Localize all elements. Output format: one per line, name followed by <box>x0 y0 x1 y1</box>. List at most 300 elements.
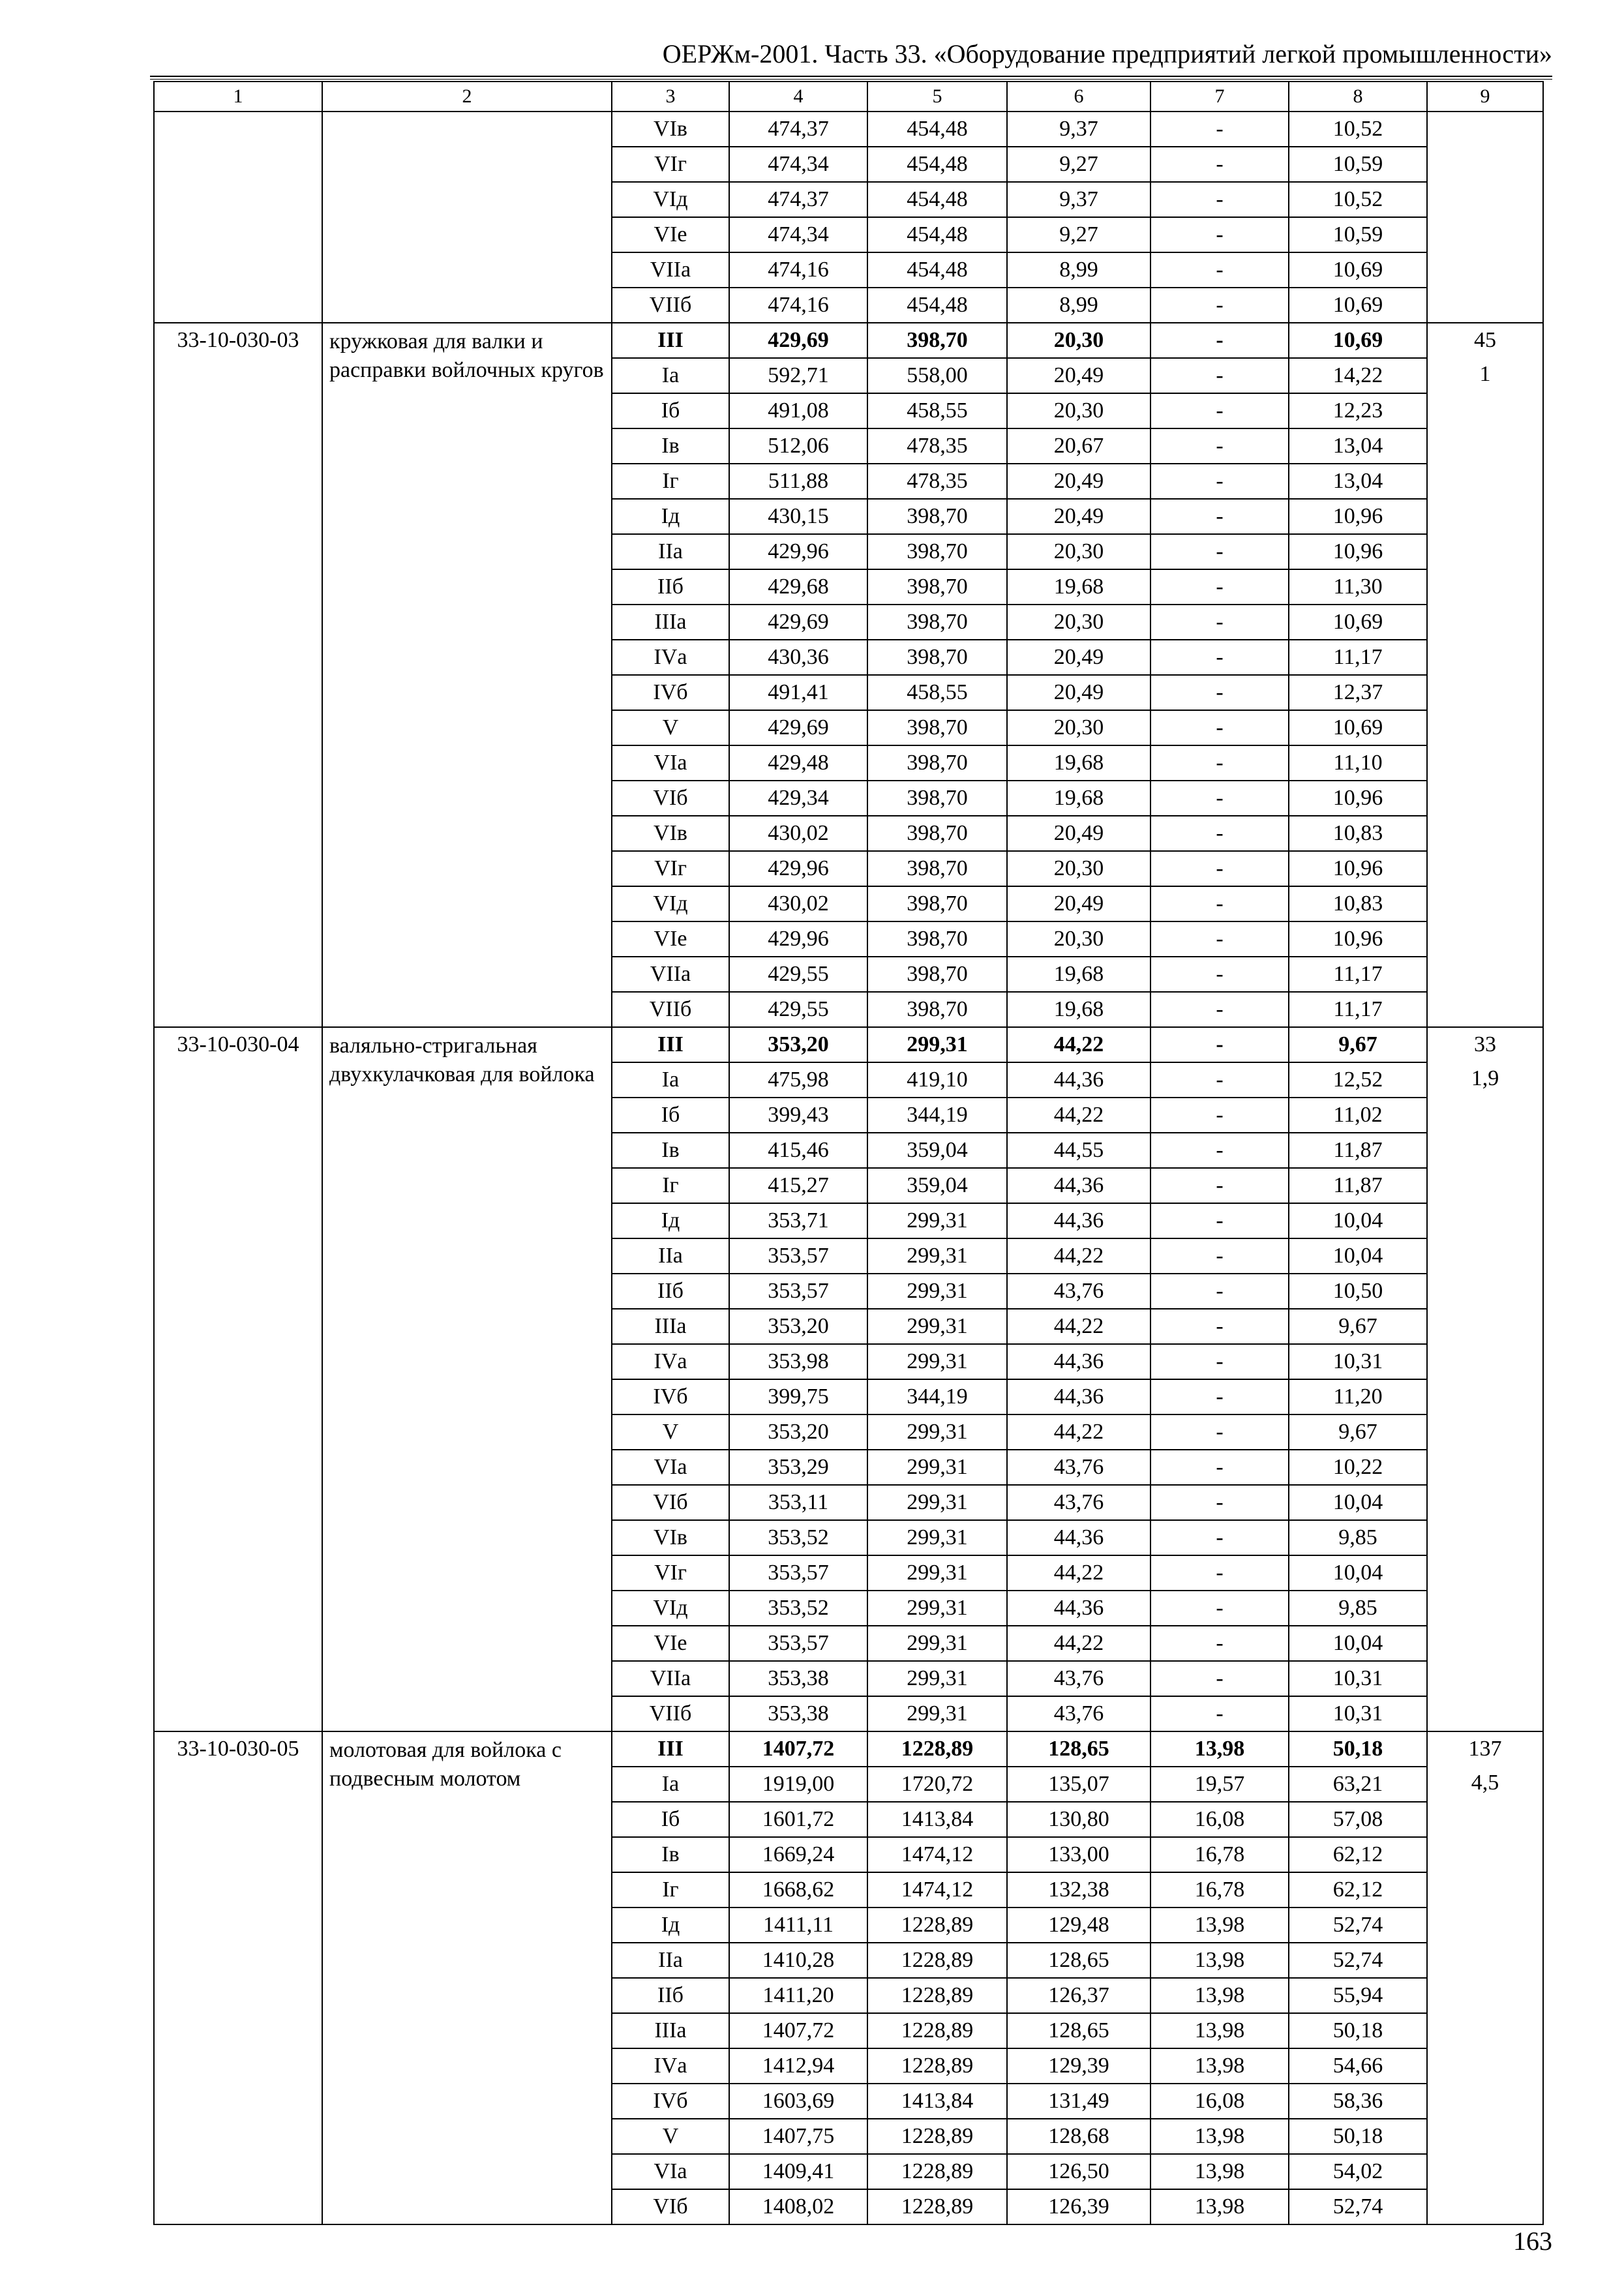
value-cell: 44,22 <box>1007 1555 1150 1591</box>
zone-cell: VIIб <box>612 1696 729 1731</box>
equipment-name <box>322 112 612 323</box>
value-cell: 1413,84 <box>867 2084 1007 2119</box>
value-cell: 52,74 <box>1289 2189 1427 2224</box>
value-cell: 50,18 <box>1289 1731 1427 1767</box>
zone-cell: VIб <box>612 1485 729 1520</box>
header-rule-thin <box>150 79 1552 80</box>
value-cell: 430,02 <box>729 886 867 921</box>
table-body <box>154 82 1543 2224</box>
value-cell: 13,98 <box>1150 1978 1289 2013</box>
value-cell: 430,36 <box>729 640 867 675</box>
value-cell: 1410,28 <box>729 1943 867 1978</box>
value-cell: - <box>1150 1062 1289 1098</box>
value-cell: - <box>1150 1098 1289 1133</box>
value-cell: - <box>1150 358 1289 393</box>
value-cell: 398,70 <box>867 921 1007 957</box>
col9-value <box>1428 146 1542 180</box>
value-cell: 299,31 <box>867 1274 1007 1309</box>
equipment-name: кружковая для валки и расправки войлочных кругов <box>322 323 612 1027</box>
value-cell: 10,52 <box>1289 112 1427 147</box>
value-cell: 353,57 <box>729 1555 867 1591</box>
value-cell: 398,70 <box>867 781 1007 816</box>
resource-code <box>154 112 322 323</box>
value-cell: 299,31 <box>867 1661 1007 1696</box>
value-cell: 44,36 <box>1007 1203 1150 1238</box>
value-cell: - <box>1150 1626 1289 1661</box>
value-cell: 1474,12 <box>867 1837 1007 1872</box>
value-cell: 429,69 <box>729 605 867 640</box>
value-cell: 9,85 <box>1289 1520 1427 1555</box>
value-cell: 353,57 <box>729 1274 867 1309</box>
value-cell: 20,30 <box>1007 921 1150 957</box>
zone-cell: Iд <box>612 1908 729 1943</box>
value-cell: 512,06 <box>729 428 867 464</box>
value-cell: 454,48 <box>867 147 1007 182</box>
col9-cell <box>1427 1731 1543 2224</box>
value-cell: 299,31 <box>867 1414 1007 1450</box>
value-cell: 344,19 <box>867 1098 1007 1133</box>
zone-cell: IIа <box>612 1238 729 1274</box>
value-cell: 299,31 <box>867 1555 1007 1591</box>
col9-value: 45 <box>1474 328 1496 352</box>
value-cell: 10,96 <box>1289 851 1427 886</box>
value-cell: 10,96 <box>1289 781 1427 816</box>
value-cell: 43,76 <box>1007 1274 1150 1309</box>
value-cell: - <box>1150 640 1289 675</box>
value-cell: 19,68 <box>1007 745 1150 781</box>
value-cell: - <box>1150 851 1289 886</box>
value-cell: 299,31 <box>867 1203 1007 1238</box>
zone-cell: IIб <box>612 1274 729 1309</box>
value-cell: 558,00 <box>867 358 1007 393</box>
value-cell: 353,38 <box>729 1661 867 1696</box>
value-cell: 20,49 <box>1007 640 1150 675</box>
zone-cell: Iа <box>612 358 729 393</box>
value-cell: 1228,89 <box>867 1908 1007 1943</box>
value-cell: 20,30 <box>1007 534 1150 569</box>
value-cell: 1228,89 <box>867 2048 1007 2084</box>
value-cell: 1413,84 <box>867 1802 1007 1837</box>
column-number: 4 <box>729 82 867 112</box>
value-cell: - <box>1150 745 1289 781</box>
value-cell: 132,38 <box>1007 1872 1150 1908</box>
value-cell: 16,78 <box>1150 1837 1289 1872</box>
value-cell: 398,70 <box>867 499 1007 534</box>
col9-value: 1 <box>1479 362 1491 386</box>
value-cell: - <box>1150 886 1289 921</box>
value-cell: 44,55 <box>1007 1133 1150 1168</box>
value-cell: - <box>1150 464 1289 499</box>
zone-cell: VIа <box>612 745 729 781</box>
value-cell: 128,65 <box>1007 1943 1150 1978</box>
value-cell: - <box>1150 1344 1289 1379</box>
value-cell: - <box>1150 605 1289 640</box>
value-cell: 8,99 <box>1007 288 1150 323</box>
zone-cell: IIIа <box>612 605 729 640</box>
zone-cell: VIIб <box>612 992 729 1027</box>
value-cell: 1603,69 <box>729 2084 867 2119</box>
column-number: 8 <box>1289 82 1427 112</box>
value-cell: - <box>1150 992 1289 1027</box>
zone-cell: IIIа <box>612 2013 729 2048</box>
value-cell: 11,17 <box>1289 640 1427 675</box>
column-number: 6 <box>1007 82 1150 112</box>
value-cell: 491,08 <box>729 393 867 428</box>
zone-cell: IIа <box>612 534 729 569</box>
value-cell: 19,68 <box>1007 781 1150 816</box>
value-cell: 353,71 <box>729 1203 867 1238</box>
zone-cell: Iа <box>612 1767 729 1802</box>
value-cell: 299,31 <box>867 1027 1007 1062</box>
value-cell: 1228,89 <box>867 1731 1007 1767</box>
zone-cell: Iг <box>612 464 729 499</box>
value-cell: 1228,89 <box>867 1978 1007 2013</box>
value-cell: 11,17 <box>1289 992 1427 1027</box>
value-cell: 20,49 <box>1007 358 1150 393</box>
value-cell: 10,69 <box>1289 252 1427 288</box>
column-number: 9 <box>1427 82 1543 112</box>
value-cell: 398,70 <box>867 710 1007 745</box>
value-cell: 126,39 <box>1007 2189 1150 2224</box>
value-cell: 359,04 <box>867 1168 1007 1203</box>
value-cell: 43,76 <box>1007 1661 1150 1696</box>
col9-cell <box>1427 1027 1543 1731</box>
value-cell: - <box>1150 1168 1289 1203</box>
zone-cell: Iг <box>612 1168 729 1203</box>
value-cell: 130,80 <box>1007 1802 1150 1837</box>
value-cell: - <box>1150 1591 1289 1626</box>
value-cell: 429,55 <box>729 992 867 1027</box>
value-cell: - <box>1150 957 1289 992</box>
value-cell: - <box>1150 147 1289 182</box>
value-cell: 1408,02 <box>729 2189 867 2224</box>
value-cell: 129,39 <box>1007 2048 1150 2084</box>
value-cell: 13,04 <box>1289 428 1427 464</box>
resource-code: 33-10-030-04 <box>154 1027 322 1731</box>
value-cell: 9,27 <box>1007 217 1150 252</box>
value-cell: 299,31 <box>867 1485 1007 1520</box>
value-cell: 454,48 <box>867 288 1007 323</box>
value-cell: - <box>1150 182 1289 217</box>
value-cell: 398,70 <box>867 323 1007 358</box>
col9-cell <box>1427 323 1543 1027</box>
value-cell: 353,11 <box>729 1485 867 1520</box>
value-cell: 474,37 <box>729 182 867 217</box>
header-title: ОЕРЖм-2001. Часть 33. «Оборудование предприятий легкой промышленности» <box>662 39 1552 68</box>
value-cell: 44,22 <box>1007 1626 1150 1661</box>
value-cell: - <box>1150 710 1289 745</box>
value-cell: 299,31 <box>867 1626 1007 1661</box>
value-cell: 62,12 <box>1289 1872 1427 1908</box>
value-cell: 8,99 <box>1007 252 1150 288</box>
value-cell: 299,31 <box>867 1696 1007 1731</box>
value-cell: 16,78 <box>1150 1872 1289 1908</box>
zone-cell: IVа <box>612 1344 729 1379</box>
value-cell: 454,48 <box>867 182 1007 217</box>
value-cell: 353,52 <box>729 1520 867 1555</box>
value-cell: 1407,72 <box>729 1731 867 1767</box>
value-cell: 16,08 <box>1150 1802 1289 1837</box>
value-cell: 1228,89 <box>867 2119 1007 2154</box>
value-cell: 10,04 <box>1289 1485 1427 1520</box>
value-cell: 55,94 <box>1289 1978 1427 2013</box>
value-cell: 429,69 <box>729 323 867 358</box>
value-cell: 398,70 <box>867 957 1007 992</box>
table-row <box>154 1731 1543 1767</box>
value-cell: 19,68 <box>1007 992 1150 1027</box>
value-cell: - <box>1150 816 1289 851</box>
value-cell: - <box>1150 1696 1289 1731</box>
value-cell: 20,49 <box>1007 886 1150 921</box>
zone-cell: Iд <box>612 499 729 534</box>
value-cell: 44,36 <box>1007 1344 1150 1379</box>
table-row <box>154 112 1543 147</box>
value-cell: 458,55 <box>867 675 1007 710</box>
value-cell: 10,31 <box>1289 1661 1427 1696</box>
value-cell: 299,31 <box>867 1344 1007 1379</box>
zone-cell: IVб <box>612 1379 729 1414</box>
value-cell: 135,07 <box>1007 1767 1150 1802</box>
zone-cell: VIг <box>612 1555 729 1591</box>
zone-cell: IIа <box>612 1943 729 1978</box>
value-cell: 11,10 <box>1289 745 1427 781</box>
value-cell: 19,68 <box>1007 957 1150 992</box>
value-cell: 398,70 <box>867 886 1007 921</box>
page-header <box>150 34 1552 74</box>
value-cell: 44,22 <box>1007 1238 1150 1274</box>
value-cell: 44,36 <box>1007 1062 1150 1098</box>
value-cell: 10,69 <box>1289 605 1427 640</box>
value-cell: 44,36 <box>1007 1591 1150 1626</box>
zone-cell: VIд <box>612 886 729 921</box>
value-cell: 1720,72 <box>867 1767 1007 1802</box>
zone-cell: IVб <box>612 675 729 710</box>
value-cell: 399,43 <box>729 1098 867 1133</box>
value-cell: 398,70 <box>867 992 1007 1027</box>
value-cell: 478,35 <box>867 464 1007 499</box>
value-cell: 511,88 <box>729 464 867 499</box>
value-cell: - <box>1150 1133 1289 1168</box>
value-cell: 454,48 <box>867 112 1007 147</box>
value-cell: 44,36 <box>1007 1168 1150 1203</box>
value-cell: - <box>1150 569 1289 605</box>
value-cell: 10,52 <box>1289 182 1427 217</box>
zone-cell: VIг <box>612 851 729 886</box>
value-cell: 353,52 <box>729 1591 867 1626</box>
value-cell: 399,75 <box>729 1379 867 1414</box>
zone-cell: VIе <box>612 1626 729 1661</box>
value-cell: 430,02 <box>729 816 867 851</box>
value-cell: 19,57 <box>1150 1767 1289 1802</box>
zone-cell: VIд <box>612 182 729 217</box>
zone-cell: VIв <box>612 112 729 147</box>
zone-cell: VIIб <box>612 288 729 323</box>
value-cell: 11,30 <box>1289 569 1427 605</box>
value-cell: 20,30 <box>1007 605 1150 640</box>
value-cell: 12,52 <box>1289 1062 1427 1098</box>
value-cell: 1228,89 <box>867 2189 1007 2224</box>
value-cell: 1228,89 <box>867 1943 1007 1978</box>
value-cell: 131,49 <box>1007 2084 1150 2119</box>
zone-cell: VIIа <box>612 957 729 992</box>
value-cell: 454,48 <box>867 252 1007 288</box>
value-cell: 10,96 <box>1289 921 1427 957</box>
value-cell: 11,02 <box>1289 1098 1427 1133</box>
table-row <box>154 1027 1543 1062</box>
table-row <box>154 323 1543 358</box>
value-cell: 10,04 <box>1289 1238 1427 1274</box>
value-cell: 353,20 <box>729 1027 867 1062</box>
zone-cell: Iа <box>612 1062 729 1098</box>
value-cell: 398,70 <box>867 816 1007 851</box>
value-cell: 13,04 <box>1289 464 1427 499</box>
column-number: 7 <box>1150 82 1289 112</box>
zone-cell: Iв <box>612 428 729 464</box>
zone-cell: III <box>612 323 729 358</box>
value-cell: 1669,24 <box>729 1837 867 1872</box>
value-cell: 429,55 <box>729 957 867 992</box>
value-cell: 1919,00 <box>729 1767 867 1802</box>
value-cell: 63,21 <box>1289 1767 1427 1802</box>
value-cell: 11,20 <box>1289 1379 1427 1414</box>
value-cell: 126,50 <box>1007 2154 1150 2189</box>
zone-cell: VIд <box>612 1591 729 1626</box>
value-cell: 429,34 <box>729 781 867 816</box>
value-cell: - <box>1150 534 1289 569</box>
value-cell: 398,70 <box>867 534 1007 569</box>
value-cell: 12,37 <box>1289 675 1427 710</box>
value-cell: 20,67 <box>1007 428 1150 464</box>
value-cell: 398,70 <box>867 851 1007 886</box>
value-cell: 9,67 <box>1289 1414 1427 1450</box>
value-cell: 54,66 <box>1289 2048 1427 2084</box>
value-cell: 43,76 <box>1007 1485 1150 1520</box>
col9-value: 1,9 <box>1471 1066 1499 1090</box>
value-cell: 13,98 <box>1150 1908 1289 1943</box>
value-cell: 474,37 <box>729 112 867 147</box>
value-cell: 353,20 <box>729 1414 867 1450</box>
value-cell: 129,48 <box>1007 1908 1150 1943</box>
value-cell: 20,49 <box>1007 499 1150 534</box>
value-cell: 429,68 <box>729 569 867 605</box>
zone-cell: VIе <box>612 921 729 957</box>
value-cell: 9,37 <box>1007 112 1150 147</box>
zone-cell: VIа <box>612 2154 729 2189</box>
zone-cell: IIIа <box>612 1309 729 1344</box>
equipment-name: валяльно-стригальная двухкулачковая для войлока <box>322 1027 612 1731</box>
value-cell: 44,22 <box>1007 1027 1150 1062</box>
value-cell: - <box>1150 1414 1289 1450</box>
value-cell: 133,00 <box>1007 1837 1150 1872</box>
col9-value: 137 <box>1468 1737 1502 1761</box>
zone-cell: VIа <box>612 1450 729 1485</box>
value-cell: - <box>1150 393 1289 428</box>
zone-cell: IVа <box>612 640 729 675</box>
value-cell: 478,35 <box>867 428 1007 464</box>
value-cell: 10,59 <box>1289 147 1427 182</box>
value-cell: 58,36 <box>1289 2084 1427 2119</box>
value-cell: 20,49 <box>1007 464 1150 499</box>
value-cell: 13,98 <box>1150 2154 1289 2189</box>
value-cell: - <box>1150 288 1289 323</box>
zone-cell: VIб <box>612 781 729 816</box>
value-cell: 20,30 <box>1007 323 1150 358</box>
value-cell: 20,49 <box>1007 675 1150 710</box>
value-cell: 11,17 <box>1289 957 1427 992</box>
value-cell: 398,70 <box>867 745 1007 781</box>
value-cell: 10,96 <box>1289 499 1427 534</box>
value-cell: 1407,72 <box>729 2013 867 2048</box>
value-cell: - <box>1150 1450 1289 1485</box>
zone-cell: Iб <box>612 1098 729 1133</box>
value-cell: 1474,12 <box>867 1872 1007 1908</box>
resource-code: 33-10-030-05 <box>154 1731 322 2224</box>
value-cell: 14,22 <box>1289 358 1427 393</box>
value-cell: - <box>1150 1555 1289 1591</box>
zone-cell: IVа <box>612 2048 729 2084</box>
value-cell: 13,98 <box>1150 2013 1289 2048</box>
value-cell: 429,96 <box>729 534 867 569</box>
col9-cell <box>1427 112 1543 323</box>
value-cell: - <box>1150 1274 1289 1309</box>
value-cell: 353,38 <box>729 1696 867 1731</box>
value-cell: - <box>1150 252 1289 288</box>
value-cell: 12,23 <box>1289 393 1427 428</box>
value-cell: 13,98 <box>1150 2119 1289 2154</box>
value-cell: 9,67 <box>1289 1309 1427 1344</box>
value-cell: 353,29 <box>729 1450 867 1485</box>
value-cell: 398,70 <box>867 569 1007 605</box>
value-cell: 10,69 <box>1289 288 1427 323</box>
value-cell: 128,68 <box>1007 2119 1150 2154</box>
column-number: 3 <box>612 82 729 112</box>
value-cell: 353,98 <box>729 1344 867 1379</box>
value-cell: 10,69 <box>1289 710 1427 745</box>
value-cell: 10,83 <box>1289 816 1427 851</box>
value-cell: 52,74 <box>1289 1943 1427 1978</box>
value-cell: 9,85 <box>1289 1591 1427 1626</box>
zone-cell: Iб <box>612 1802 729 1837</box>
value-cell: 415,46 <box>729 1133 867 1168</box>
value-cell: 429,96 <box>729 921 867 957</box>
zone-cell: VIв <box>612 1520 729 1555</box>
rates-table <box>153 81 1544 2225</box>
value-cell: 299,31 <box>867 1238 1007 1274</box>
value-cell: 128,65 <box>1007 2013 1150 2048</box>
value-cell: 299,31 <box>867 1520 1007 1555</box>
value-cell: - <box>1150 1520 1289 1555</box>
value-cell: 20,30 <box>1007 851 1150 886</box>
zone-cell: V <box>612 1414 729 1450</box>
value-cell: - <box>1150 781 1289 816</box>
value-cell: - <box>1150 1309 1289 1344</box>
value-cell: 44,22 <box>1007 1414 1150 1450</box>
page-number: 163 <box>1513 2226 1552 2256</box>
value-cell: 10,04 <box>1289 1203 1427 1238</box>
value-cell: 13,98 <box>1150 2048 1289 2084</box>
zone-cell: III <box>612 1731 729 1767</box>
value-cell: 50,18 <box>1289 2119 1427 2154</box>
zone-cell: IIб <box>612 569 729 605</box>
value-cell: 50,18 <box>1289 2013 1427 2048</box>
value-cell: 10,22 <box>1289 1450 1427 1485</box>
value-cell: 429,48 <box>729 745 867 781</box>
zone-cell: IVб <box>612 2084 729 2119</box>
value-cell: 44,36 <box>1007 1520 1150 1555</box>
value-cell: 9,67 <box>1289 1027 1427 1062</box>
value-cell: 353,57 <box>729 1238 867 1274</box>
value-cell: 475,98 <box>729 1062 867 1098</box>
